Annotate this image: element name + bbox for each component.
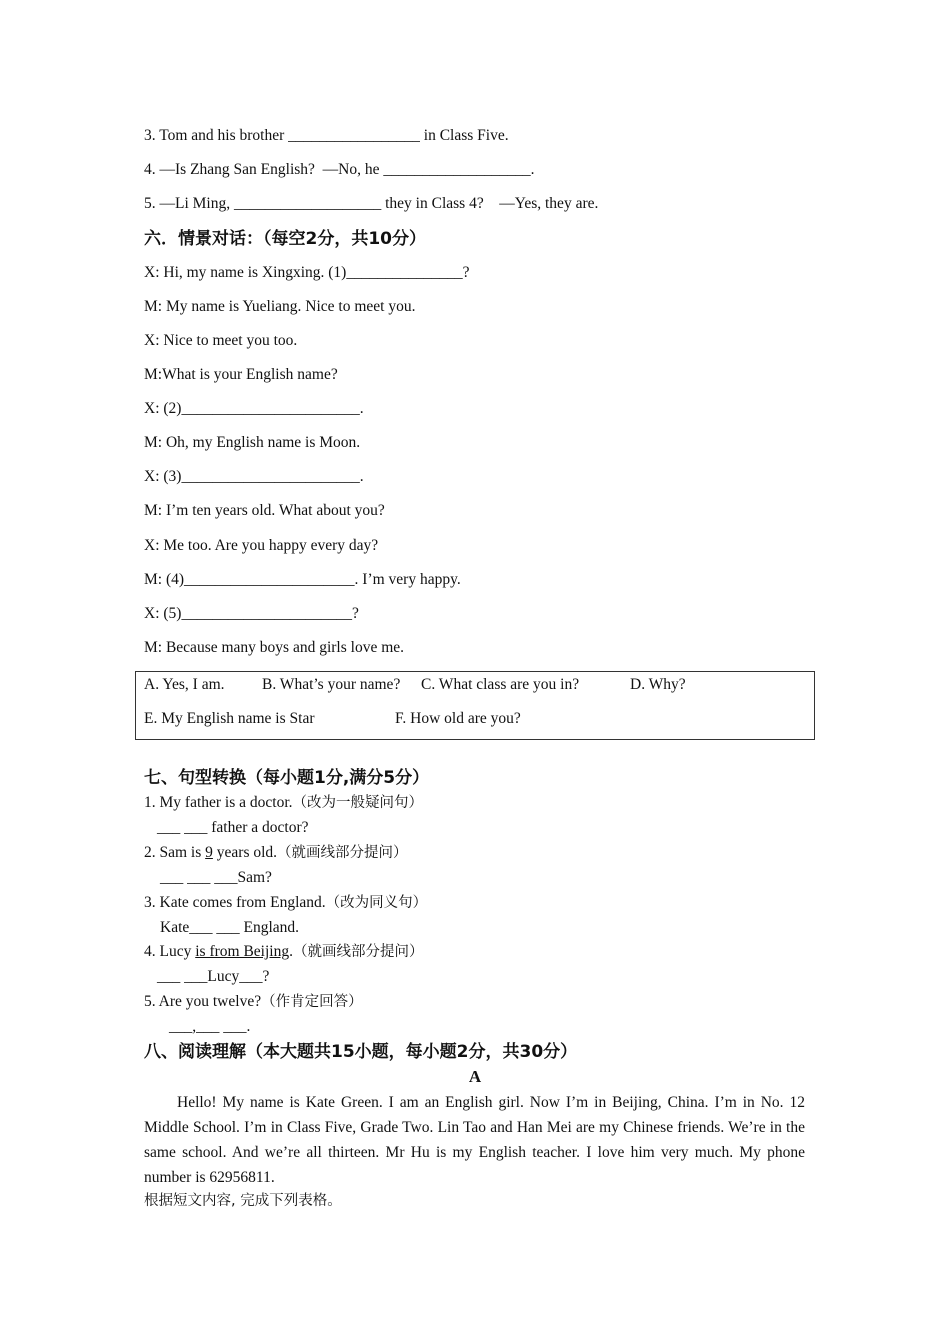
- s7-answer-4: ___ ___Lucy___?: [157, 968, 270, 985]
- option-c: C. What class are you in?: [421, 676, 580, 693]
- dialogue-line: X: (3)_______________________.: [144, 468, 364, 485]
- dialogue-line: X: Nice to meet you too.: [144, 332, 298, 349]
- option-d: D. Why?: [630, 676, 686, 693]
- s7-q3-note: （改为同义句）: [325, 895, 428, 911]
- dialogue-line: X: Me too. Are you happy every day?: [144, 537, 379, 554]
- reading-passage: Hello! My name is Kate Green. I am an English girl. Now I’m in Beijing, China. I’m in No. 12 Middle School. I’m in Class Five, Grade Two. Lin Tao and Han Mei are my Chinese friends. We’re in the same school. And we’re all thirteen. Mr Hu is my English teacher. I love him very much. My phone number is 62956811.: [144, 1094, 805, 1186]
- s5-question-4: 4. —Is Zhang San English? —No, he ___________________.: [144, 161, 535, 178]
- dialogue-line: X: (2)_______________________.: [144, 400, 364, 417]
- reading-instruction: 根据短文内容, 完成下列表格。: [144, 1193, 342, 1209]
- s7-q2-post: years old.: [212, 844, 278, 861]
- section-6-heading: 六．情景对话：（每空2分，共10分）: [144, 229, 426, 249]
- s5-question-3: 3. Tom and his brother _________________ in Class Five.: [144, 127, 509, 144]
- dialogue-line: M: Because many boys and girls love me.: [144, 639, 405, 656]
- s7-q2-note: （就画线部分提问）: [277, 845, 408, 861]
- dialogue-line: M: My name is Yueliang. Nice to meet you.: [144, 298, 416, 315]
- s7-question-5: [144, 992, 363, 1012]
- dialogue-line: M: Oh, my English name is Moon.: [144, 434, 361, 451]
- s7-question-2: [144, 843, 408, 863]
- option-a: A. Yes, I am.: [144, 676, 225, 693]
- s7-question-3: [144, 893, 427, 913]
- options-box: [135, 671, 815, 740]
- option-f: F. How old are you?: [395, 710, 521, 727]
- section-8-heading: 八、阅读理解（本大题共15小题，每小题2分，共30分）: [144, 1042, 578, 1062]
- dialogue-line: X: Hi, my name is Xingxing. (1)_______________?: [144, 264, 470, 281]
- option-b: B. What’s your name?: [262, 676, 401, 693]
- section-7-heading: 七、句型转换（每小题1分,满分5分）: [144, 768, 430, 788]
- dialogue-line: M:What is your English name?: [144, 366, 338, 383]
- s7-q5-note: （作肯定回答）: [261, 994, 363, 1010]
- s7-answer-2: ___ ___ ___Sam?: [160, 869, 272, 886]
- s7-question-4: [144, 942, 423, 962]
- dialogue-line: X: (5)______________________?: [144, 605, 359, 622]
- dialogue-line: M: (4)______________________. I’m very happy.: [144, 571, 461, 588]
- option-e: E. My English name is Star: [144, 710, 315, 727]
- s7-q2-pre: 2. Sam is: [144, 844, 206, 861]
- s7-answer-3: Kate___ ___ England.: [160, 919, 300, 936]
- s5-question-5: 5. —Li Ming, ___________________ they in Class 4? —Yes, they are.: [144, 195, 599, 212]
- s7-answer-5: ___,___ ___.: [169, 1018, 251, 1035]
- s7-q1-text: 1. My father is a doctor.: [144, 794, 293, 811]
- s7-q4-post: .: [289, 943, 293, 960]
- s7-q5-text: 5. Are you twelve?: [144, 993, 262, 1010]
- s7-q4-pre: 4. Lucy: [144, 943, 196, 960]
- s7-q2-underlined: 9: [205, 844, 213, 861]
- s7-answer-1: ___ ___ father a doctor?: [157, 819, 309, 836]
- s7-q4-note: （就画线部分提问）: [292, 944, 424, 960]
- s7-question-1: [144, 793, 423, 813]
- s7-q3-text: 3. Kate comes from England.: [144, 894, 326, 911]
- passage-a-label: A: [468, 1067, 482, 1086]
- dialogue-line: M: I’m ten years old. What about you?: [144, 502, 385, 519]
- s7-q1-note: （改为一般疑问句）: [292, 795, 424, 811]
- s7-q4-underlined: is from Beijing: [195, 943, 290, 960]
